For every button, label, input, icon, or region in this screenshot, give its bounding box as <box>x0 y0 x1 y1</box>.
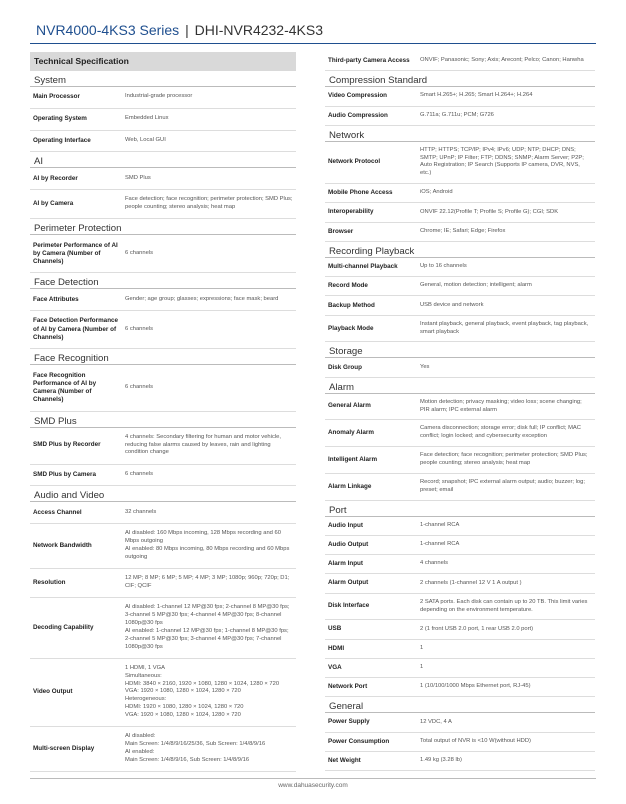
spec-row <box>325 184 595 203</box>
spec-value: 6 channels <box>125 384 154 390</box>
spec-row <box>30 659 296 727</box>
spec-label: Net Weight <box>328 757 361 765</box>
spec-value: USB device and network <box>420 301 484 308</box>
footer-rule <box>30 778 596 779</box>
spec-value: Instant playback, general playback, event playback, tag playback, smart playback <box>420 320 589 335</box>
spec-value: Record; snapshot; IPC external alarm output; audio; buzzer; log; preset; email <box>420 478 585 493</box>
footer-url: www.dahuasecurity.com <box>278 782 348 789</box>
spec-value: G.711a; G.711u; PCM; G726 <box>420 111 494 118</box>
spec-label: Main Processor <box>33 93 80 101</box>
spec-row <box>325 555 595 574</box>
spec-row <box>30 190 296 219</box>
section-heading: SMD Plus <box>30 412 296 428</box>
spec-value: 32 channels <box>125 508 157 515</box>
spec-label: Playback Mode <box>328 324 374 332</box>
spec-row <box>325 659 595 678</box>
spec-row <box>325 733 595 752</box>
spec-label: Interoperability <box>328 208 374 216</box>
spec-value: 2 channels (1-channel 12 V 1 A output ) <box>420 579 522 586</box>
spec-row <box>325 203 595 222</box>
spec-row <box>325 447 595 474</box>
spec-label: Resolution <box>33 578 66 586</box>
spec-label: Video Output <box>33 688 73 696</box>
spec-value: Face detection; face recognition; perimeter protection; SMD Plus; people counting; stereo analysis; heat map <box>125 196 293 211</box>
spec-value: Web, Local GUI <box>125 137 166 143</box>
spec-label: Disk Group <box>328 363 362 371</box>
spec-value: ONVIF 22.12(Profile T; Profile S; Profile G); CGI; SDK <box>420 208 559 215</box>
spec-row <box>30 87 296 109</box>
spec-row <box>325 107 595 126</box>
spec-row <box>325 296 595 315</box>
spec-value: 1-channel RCA <box>420 521 460 528</box>
spec-row <box>325 358 595 377</box>
section-heading: Audio and Video <box>30 486 296 502</box>
spec-value: 1 <box>420 664 424 671</box>
spec-row <box>30 109 296 131</box>
spec-row <box>325 142 595 184</box>
spec-value: AI disabled: 160 Mbps incoming, 128 Mbps recording and 60 Mbps outgoing AI enabled: 80 Mbps incoming, 80 Mbps recording and 60 Mbps outgoing <box>125 530 290 560</box>
spec-label: SMD Plus by Camera <box>33 470 96 478</box>
spec-row <box>325 258 595 277</box>
spec-value: Total output of NVR is <10 W(without HDD) <box>420 737 531 744</box>
spec-row <box>30 289 296 311</box>
spec-column-right <box>325 52 595 771</box>
section-heading: Recording Playback <box>325 242 595 258</box>
section-heading: Network <box>325 126 595 142</box>
spec-value: 2 SATA ports. Each disk can contain up to 20 TB. This limit varies depending on the environment temperature. <box>420 598 588 613</box>
section-heading: Alarm <box>325 378 595 394</box>
spec-label: Face Recognition Performance of AI by Camera (Number of Channels) <box>33 371 97 404</box>
spec-label: Record Mode <box>328 282 368 290</box>
spec-value: Up to 16 channels <box>420 263 467 270</box>
spec-row <box>325 574 595 593</box>
spec-label: Power Supply <box>328 718 370 726</box>
spec-value: Chrome; IE; Safari; Edge; Firefox <box>420 227 506 234</box>
spec-value: ONVIF; Panasonic; Sony; Axis; Arecont; Pelco; Canon; Hanwha <box>420 57 584 64</box>
spec-row <box>325 474 595 501</box>
spec-label: Audio Compression <box>328 111 388 119</box>
spec-value: AI disabled: Main Screen: 1/4/8/9/16/25/36, Sub Screen: 1/4/8/9/16 AI enabled: Main Screen: 1/4/8/9/16, Sub Screen: 1/4/8/9/16 <box>125 733 266 763</box>
spec-row <box>325 713 595 732</box>
spec-row <box>30 131 296 153</box>
spec-row <box>325 678 595 697</box>
spec-label: Power Consumption <box>328 737 390 745</box>
spec-label: Operating System <box>33 115 87 123</box>
section-heading: Port <box>325 501 595 517</box>
spec-value: Yes <box>420 363 430 370</box>
spec-label: Alarm Linkage <box>328 482 372 490</box>
spec-label: AI by Recorder <box>33 174 78 182</box>
header-rule <box>30 43 596 44</box>
spec-label: Network Bandwidth <box>33 541 92 549</box>
spec-label: Alarm Output <box>328 579 369 587</box>
spec-row <box>30 598 296 658</box>
spec-label: Network Port <box>328 683 368 691</box>
spec-row <box>30 168 296 190</box>
spec-value: 6 channels <box>125 471 154 478</box>
spec-value: 4 channels <box>420 560 449 567</box>
spec-label: SMD Plus by Recorder <box>33 441 101 449</box>
spec-label: Multi-channel Playback <box>328 262 398 270</box>
document-header <box>36 22 323 38</box>
spec-value: AI disabled: 1-channel 12 MP@30 fps; 2-channel 8 MP@30 fps; 3-channel 5 MP@30 fps; 4-channel 4 MP@30 fps; 8-channel 1080p@30 fps AI enabled: 1-channel 12 MP@30 fps; 1-channel 8 MP@30 fps; 2-channel 5 MP@30 fps; 3-channel 4 MP@30 fps; 7-channel 1080p@30 fps <box>125 604 290 650</box>
spec-label: Audio Output <box>328 540 369 548</box>
spec-label: HDMI <box>328 644 345 652</box>
spec-value: Motion detection; privacy masking; video loss; scene changing; PIR alarm; IPC external alarm <box>420 398 582 413</box>
spec-label: Third-party Camera Access <box>328 57 410 65</box>
section-heading: Storage <box>325 342 595 358</box>
header-separator: | <box>185 22 189 38</box>
spec-row <box>325 620 595 639</box>
spec-label: AI by Camera <box>33 200 74 208</box>
spec-row <box>325 517 595 536</box>
spec-value: 1 <box>420 644 424 651</box>
spec-row <box>30 524 296 569</box>
spec-value: 1 HDMI, 1 VGA Simultaneous: HDMI: 3840 × 2160, 1920 × 1080, 1280 × 1024, 1280 × 720 VGA: 1920 × 1080, 1280 × 1024, 1280 × 720 Heterogeneous: HDMI: 1920 × 1080, 1280 × 1024, 1280 × 720 VGA: 1920 × 1080, 1280 × 1024, 1280 × 720 <box>125 664 280 718</box>
spec-value: iOS; Android <box>420 189 453 196</box>
section-heading: Face Recognition <box>30 349 296 365</box>
spec-column-left <box>30 52 296 772</box>
spec-label: Access Channel <box>33 508 82 516</box>
spec-label: USB <box>328 625 342 633</box>
spec-label: Operating Interface <box>33 136 91 144</box>
spec-row <box>30 311 296 349</box>
spec-row <box>325 277 595 296</box>
spec-value: HTTP; HTTPS; TCP/IP; IPv4; IPv6; UDP; NTP; DHCP; DNS; SMTP; UPnP; IP Filter; FTP; DDNS; SNMP; Alarm Server; P2P; Auto Registration; IP Search (Supports IP camera, DVR, NVS, etc.) <box>420 146 584 177</box>
spec-row <box>30 727 296 772</box>
section-heading: Perimeter Protection <box>30 219 296 235</box>
spec-row <box>325 394 595 421</box>
spec-value: 1.49 kg (3.28 lb) <box>420 757 462 764</box>
spec-value: 4 channels: Secondary filtering for human and motor vehicle, reducing false alarms caused by leaves, rain and lighting condition change <box>125 433 281 456</box>
spec-label: Intelligent Alarm <box>328 455 378 463</box>
spec-row <box>325 87 595 106</box>
spec-label: Mobile Phone Access <box>328 189 393 197</box>
spec-value: 12 MP; 8 MP; 6 MP; 5 MP; 4 MP; 3 MP; 1080p; 960p; 720p; D1; CIF; QCIF <box>125 575 290 590</box>
spec-label: Anomaly Alarm <box>328 429 374 437</box>
spec-value: Gender; age group; glasses; expressions; face mask; beard <box>125 295 279 302</box>
spec-label: Video Compression <box>328 92 388 100</box>
spec-row <box>30 365 296 411</box>
spec-row <box>325 223 595 242</box>
spec-label: Browser <box>328 227 354 235</box>
spec-row <box>325 316 595 343</box>
section-heading: System <box>30 71 296 87</box>
spec-value: 6 channels <box>125 249 154 256</box>
spec-label: Face Attributes <box>33 295 79 303</box>
spec-label: General Alarm <box>328 402 371 410</box>
spec-value: Embedded Linux <box>125 115 169 122</box>
spec-row <box>325 752 595 771</box>
section-heading: Face Detection <box>30 273 296 289</box>
spec-row <box>325 594 595 621</box>
spec-value: 2 (1 front USB 2.0 port, 1 rear USB 2.0 port) <box>420 625 534 632</box>
spec-label: Network Protocol <box>328 158 381 166</box>
spec-row <box>30 569 296 598</box>
spec-value: General, motion detection; intelligent; alarm <box>420 282 532 289</box>
spec-label: Multi-screen Display <box>33 744 95 752</box>
model-title: DHI-NVR4232-4KS3 <box>194 22 323 38</box>
spec-row <box>30 428 296 465</box>
spec-title-bar: Technical Specification <box>30 52 296 71</box>
spec-row <box>30 235 296 273</box>
spec-value: Camera disconnection; storage error; disk full; IP conflict; MAC conflict; login locked; and cybersecurity exception <box>420 425 581 440</box>
spec-row <box>325 640 595 659</box>
spec-label: VGA <box>328 663 342 671</box>
spec-label: Audio Input <box>328 521 363 529</box>
spec-row <box>325 420 595 447</box>
spec-value: 6 channels <box>125 325 154 332</box>
spec-row <box>30 465 296 487</box>
spec-row <box>325 536 595 555</box>
section-heading: General <box>325 697 595 713</box>
spec-value: Smart H.265+; H.265; Smart H.264+; H.264 <box>420 92 533 99</box>
spec-value: Face detection; face recognition; perimeter protection; SMD Plus; people counting; stereo analysis; heat map <box>420 452 588 467</box>
spec-label: Alarm Input <box>328 560 363 568</box>
section-heading: AI <box>30 152 296 168</box>
spec-value: SMD Plus <box>125 174 151 181</box>
spec-value: Industrial-grade processor <box>125 93 193 100</box>
spec-label: Perimeter Performance of AI by Camera (Number of Channels) <box>33 241 118 265</box>
spec-value: 1-channel RCA <box>420 541 460 548</box>
spec-label: Decoding Capability <box>33 623 94 631</box>
spec-value: 12 VDC, 4 A <box>420 718 452 725</box>
spec-value: 1 (10/100/1000 Mbps Ethernet port, RJ-45) <box>420 683 531 690</box>
spec-label: Face Detection Performance of AI by Camera (Number of Channels) <box>33 317 119 341</box>
series-title: NVR4000-4KS3 Series <box>36 22 180 38</box>
section-heading: Compression Standard <box>325 71 595 87</box>
spec-row <box>30 502 296 524</box>
spec-label: Disk Interface <box>328 602 370 610</box>
spec-row <box>325 52 595 71</box>
spec-label: Backup Method <box>328 301 375 309</box>
